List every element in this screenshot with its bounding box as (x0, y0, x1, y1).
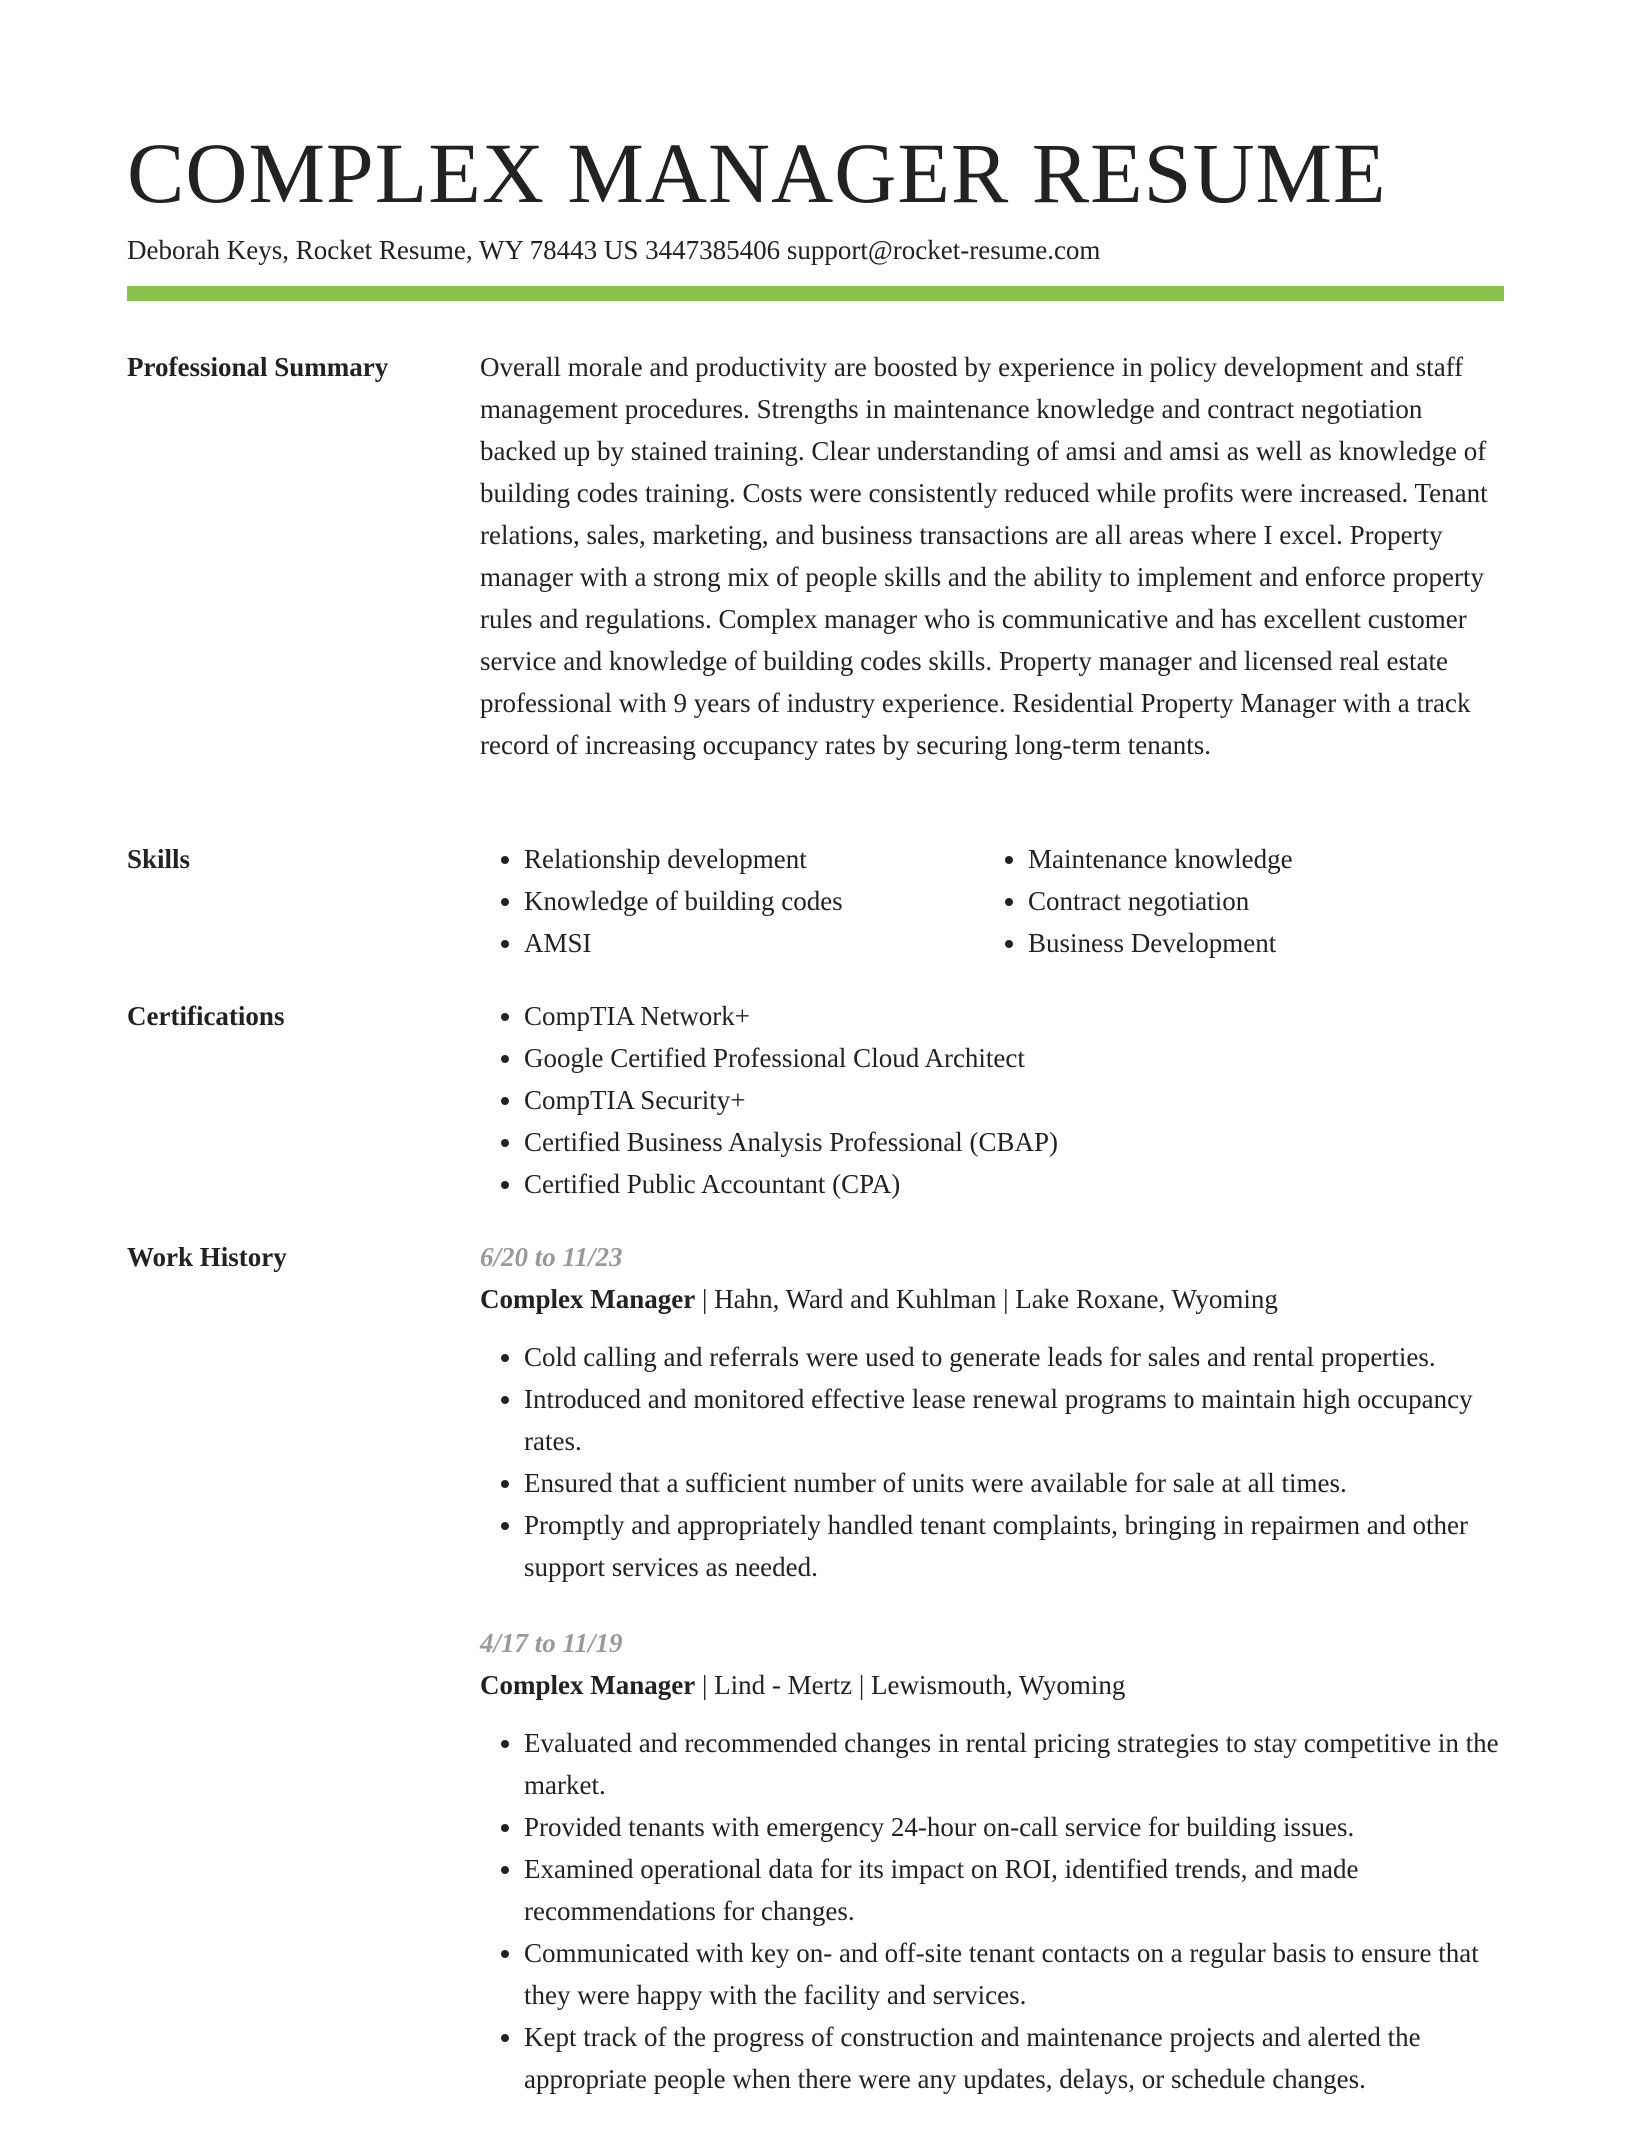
section-label-skills: Skills (127, 844, 191, 874)
job-bullet: • Promptly and appropriately handled tenant complaints, bringing in repairmen and other support services as needed. (524, 1504, 1504, 1588)
skill-item: • Business Development (1028, 922, 1548, 964)
job-dates: 6/20 to 11/23 (480, 1242, 623, 1272)
job-bullets (480, 1336, 1504, 1588)
section-label-certifications: Certifications (127, 1001, 285, 1031)
skill-item: • Relationship development (524, 838, 984, 880)
job-bullets (480, 1722, 1504, 2100)
skills-list-col2 (984, 838, 1548, 964)
accent-divider (127, 286, 1504, 301)
certifications-content (480, 995, 1504, 1205)
section-label-summary: Professional Summary (127, 352, 389, 382)
job-bullet: • Cold calling and referrals were used to generate leads for sales and rental properties. (524, 1336, 1504, 1378)
job-bullet: • Ensured that a sufficient number of units were available for sale at all times. (524, 1462, 1504, 1504)
skills-content (480, 838, 1504, 964)
certification-item: • CompTIA Security+ (524, 1079, 1504, 1121)
skill-item: • Knowledge of building codes (524, 880, 984, 922)
job-dates: 4/17 to 11/19 (480, 1628, 623, 1658)
job-title: Complex Manager (480, 1670, 696, 1700)
job-bullet: • Introduced and monitored effective lease renewal programs to maintain high occupancy rates. (524, 1378, 1504, 1462)
job-entry (480, 1236, 1504, 1588)
skill-item: • Contract negotiation (1028, 880, 1548, 922)
summary-text: Overall morale and productivity are boosted by experience in policy development and staff management procedures. Strengths in maintenance knowledge and contract negotiation backed up by stained training. Clear understanding of amsi and amsi as well as knowledge of building codes training. Costs were consistently reduced while profits were increased. Tenant relations, sales, marketing, and business transactions are all areas where I excel. Property manager with a strong mix of people skills and the ability to implement and enforce property rules and regulations. Complex manager who is communicative and has excellent customer service and knowledge of building codes skills. Property manager and licensed real estate professional with 9 years of industry experience. Residential Property Manager with a track record of increasing occupancy rates by securing long-term tenants. (480, 352, 1488, 760)
skills-list-col1 (480, 838, 984, 964)
work-history-content (480, 1236, 1504, 2134)
job-bullet: • Provided tenants with emergency 24-hour on-call service for building issues. (524, 1806, 1504, 1848)
skill-item: • AMSI (524, 922, 984, 964)
certification-item: • Certified Public Accountant (CPA) (524, 1163, 1504, 1205)
job-bullet: • Communicated with key on- and off-site tenant contacts on a regular basis to ensure that they were happy with the facility and services. (524, 1932, 1504, 2016)
job-bullet: • Evaluated and recommended changes in rental pricing strategies to stay competitive in the market. (524, 1722, 1504, 1806)
job-bullet: • Kept track of the progress of construction and maintenance projects and alerted the appropriate people when there were any updates, delays, or schedule changes. (524, 2016, 1504, 2100)
job-heading (480, 1278, 1504, 1320)
resume-title: COMPLEX MANAGER RESUME (127, 125, 1387, 221)
section-label-work-history: Work History (127, 1242, 287, 1272)
job-title: Complex Manager (480, 1284, 696, 1314)
certifications-list (480, 995, 1504, 1205)
skill-item: • Maintenance knowledge (1028, 838, 1548, 880)
job-entry (480, 1622, 1504, 2100)
certification-item: • Certified Business Analysis Professional (CBAP) (524, 1121, 1504, 1163)
job-heading (480, 1664, 1504, 1706)
summary-content (480, 346, 1504, 766)
certification-item: • Google Certified Professional Cloud Architect (524, 1037, 1504, 1079)
contact-line: Deborah Keys, Rocket Resume, WY 78443 US 3447385406 support@rocket-resume.com (127, 235, 1101, 265)
job-employer-location: | Hahn, Ward and Kuhlman | Lake Roxane, Wyoming (695, 1284, 1278, 1314)
certification-item: • CompTIA Network+ (524, 995, 1504, 1037)
job-employer-location: | Lind - Mertz | Lewismouth, Wyoming (695, 1670, 1126, 1700)
job-bullet: • Examined operational data for its impact on ROI, identified trends, and made recommendations for changes. (524, 1848, 1504, 1932)
